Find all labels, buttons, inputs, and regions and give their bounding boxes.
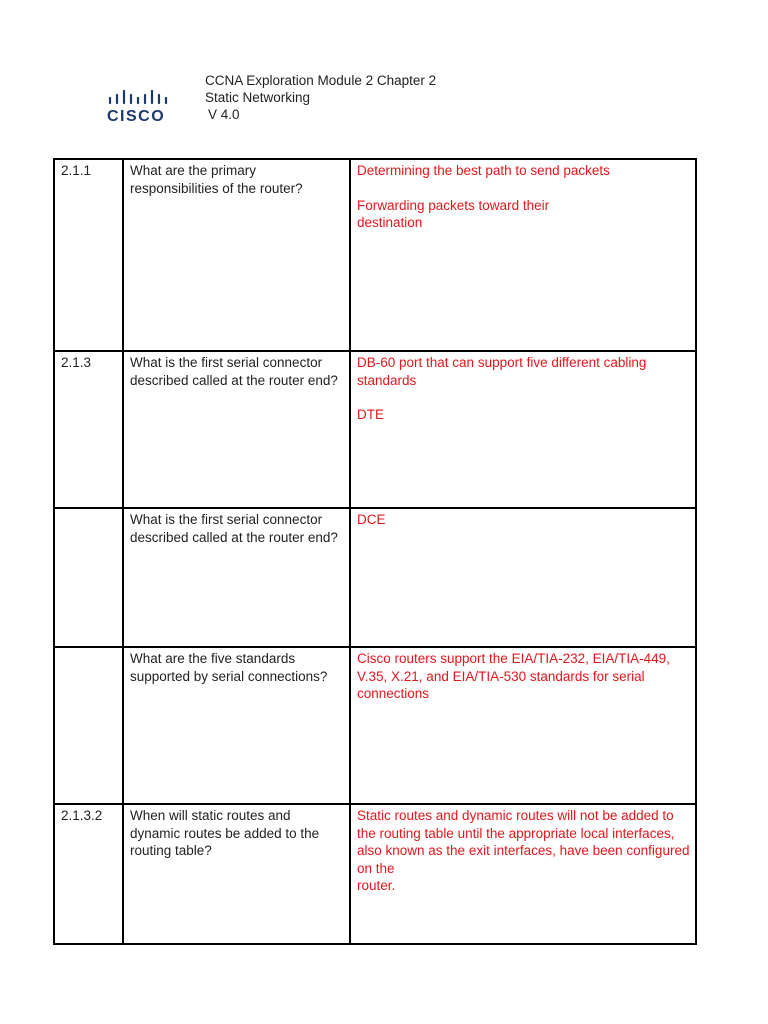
question-cell: What are the primary responsibilities of the router? xyxy=(123,159,350,351)
logo-wordmark: CISCO xyxy=(107,108,166,125)
question-cell: What is the first serial connector described called at the router end? xyxy=(123,351,350,508)
section-number: 2.1.3 xyxy=(54,351,123,508)
qa-table xyxy=(53,158,697,945)
question-cell: When will static routes and dynamic routes be added to the routing table? xyxy=(123,804,350,944)
answer-text: Cisco routers support the EIA/TIA-232, EIA/TIA-449, V.35, X.21, and EIA/TIA-530 standards for serial connections xyxy=(357,651,670,701)
table-row xyxy=(54,804,696,944)
question-cell: What are the five standards supported by serial connections? xyxy=(123,647,350,804)
answer-cell xyxy=(350,508,696,647)
question-cell: What is the first serial connector described called at the router end? xyxy=(123,508,350,647)
table-row xyxy=(54,647,696,804)
table-row xyxy=(54,508,696,647)
document-subtitle: Static Networking xyxy=(205,90,311,105)
cisco-logo xyxy=(106,88,176,128)
document-title: CCNA Exploration Module 2 Chapter 2 xyxy=(205,73,437,88)
document-version: V 4.0 xyxy=(208,107,240,122)
section-number xyxy=(54,508,123,647)
document-header xyxy=(205,72,436,123)
table-row xyxy=(54,159,696,351)
section-number: 2.1.1 xyxy=(54,159,123,351)
answer-cell xyxy=(350,159,696,351)
table-row xyxy=(54,351,696,508)
cisco-bridge-icon xyxy=(106,88,176,108)
answer-cell xyxy=(350,647,696,804)
section-number xyxy=(54,647,123,804)
answer-text: DCE xyxy=(357,512,386,527)
answer-text: DTE xyxy=(357,407,384,422)
answer-text: DB-60 port that can support five different cabling standards xyxy=(357,355,647,388)
answer-text: Forwarding packets toward their destination xyxy=(357,197,550,230)
answer-cell xyxy=(350,804,696,944)
answer-cell xyxy=(350,351,696,508)
answer-text: Determining the best path to send packets xyxy=(357,163,610,178)
section-number: 2.1.3.2 xyxy=(54,804,123,944)
answer-text: Static routes and dynamic routes will not be added to the routing table until the appropriate local interfaces, also known as the exit interfaces, have been configured on the router. xyxy=(357,808,690,893)
